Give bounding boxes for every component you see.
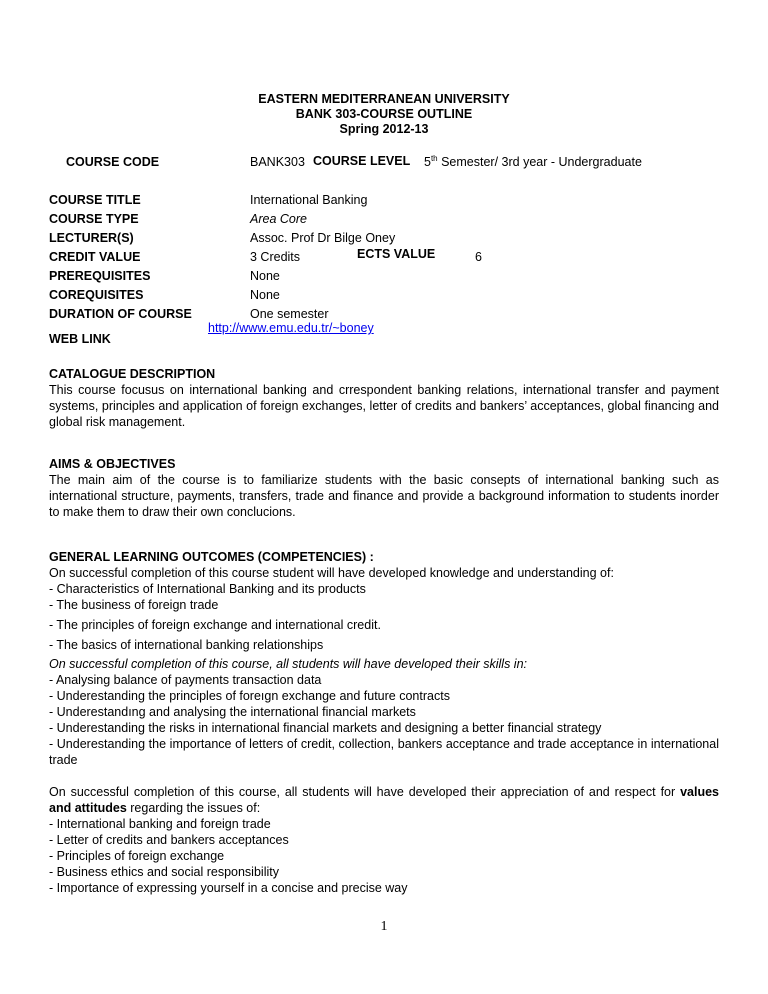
values-item: - Importance of expressing yourself in a concise and precise way bbox=[49, 881, 408, 895]
ects-value: 6 bbox=[475, 250, 482, 264]
knowledge-item: - The business of foreign trade bbox=[49, 598, 219, 612]
aims-text: The main aim of the course is to familiarize students with the basic consepts of international banking such as international structure, payments, transfers, trade and finance and provide a background information to students inorder to make them to draw their own conclucions. bbox=[49, 473, 719, 519]
course-level-label: COURSE LEVEL bbox=[313, 154, 411, 168]
skills-intro: On successful completion of this course, all students will have developed their skills in: bbox=[49, 657, 528, 671]
outcomes-title: GENERAL LEARNING OUTCOMES (COMPETENCIES) : bbox=[49, 550, 374, 564]
course-code-value: BANK303 bbox=[250, 155, 305, 169]
skills-item: - Analysing balance of payments transaction data bbox=[49, 673, 322, 687]
term: Spring 2012-13 bbox=[339, 122, 429, 136]
course-title-value: International Banking bbox=[250, 193, 368, 207]
course-title-label: COURSE TITLE bbox=[49, 193, 141, 207]
web-link-label: WEB LINK bbox=[49, 332, 111, 346]
lecturer-value: Assoc. Prof Dr Bilge Oney bbox=[250, 231, 396, 245]
values-item: - Letter of credits and bankers acceptances bbox=[49, 833, 289, 847]
course-level-value: 5th Semester/ 3rd year - Undergraduate bbox=[424, 153, 642, 169]
knowledge-item: - Characteristics of International Banking and its products bbox=[49, 582, 366, 596]
web-link[interactable]: http://www.emu.edu.tr/~boney bbox=[208, 321, 374, 335]
document-header bbox=[0, 92, 768, 137]
course-code-label: COURSE CODE bbox=[66, 155, 160, 169]
outline-title: BANK 303-COURSE OUTLINE bbox=[295, 107, 473, 121]
skills-item: - Underestanding the principles of foreıgn exchange and future contracts bbox=[49, 689, 450, 703]
outcomes-intro: On successful completion of this course student will have developed knowledge and understanding of: bbox=[49, 566, 614, 580]
prerequisites-label: PREREQUISITES bbox=[49, 269, 151, 283]
skills-item: - Underestanding the risks in international financial markets and designing a better financial strategy bbox=[49, 721, 602, 735]
outcomes-section bbox=[49, 549, 719, 896]
skills-item: - Underestanding the importance of letters of credit, collection, bankers acceptance and trade acceptance in international trade bbox=[49, 737, 719, 767]
duration-label: DURATION OF COURSE bbox=[49, 307, 192, 321]
corequisites-value: None bbox=[250, 288, 280, 302]
values-item: - International banking and foreign trade bbox=[49, 817, 271, 831]
values-intro: On successful completion of this course, all students will have developed their appreciation of and respect for values and attitudes regarding the issues of: bbox=[49, 785, 719, 815]
lecturer-label: LECTURER(S) bbox=[49, 231, 134, 245]
ects-value-label: ECTS VALUE bbox=[357, 247, 436, 261]
aims-title: AIMS & OBJECTIVES bbox=[49, 457, 176, 471]
corequisites-label: COREQUISITES bbox=[49, 288, 144, 302]
skills-item: - Underestandıng and analysing the international financial markets bbox=[49, 705, 416, 719]
page-number: 1 bbox=[380, 919, 388, 934]
catalogue-title: CATALOGUE DESCRIPTION bbox=[49, 367, 216, 381]
course-type-value: Area Core bbox=[250, 212, 307, 226]
credit-value-label: CREDIT VALUE bbox=[49, 250, 141, 264]
values-item: - Business ethics and social responsibility bbox=[49, 865, 279, 879]
credit-value: 3 Credits bbox=[250, 250, 301, 264]
catalogue-section bbox=[49, 366, 719, 430]
catalogue-text: This course focusus on international banking and crrespondent banking relations, international transfer and payment systems, principles and application of foreign exchanges, letter of credits and bankers’ acceptances, global financing and global risk management. bbox=[49, 383, 719, 429]
knowledge-item: - The basics of international banking relationships bbox=[49, 638, 324, 652]
course-type-label: COURSE TYPE bbox=[49, 212, 139, 226]
knowledge-item: - The principles of foreign exchange and international credit. bbox=[49, 618, 381, 632]
aims-section bbox=[49, 456, 719, 520]
university-name: EASTERN MEDITERRANEAN UNIVERSITY bbox=[258, 92, 510, 106]
prerequisites-value: None bbox=[250, 269, 280, 283]
duration-value: One semester bbox=[250, 307, 329, 321]
values-item: - Principles of foreign exchange bbox=[49, 849, 225, 863]
